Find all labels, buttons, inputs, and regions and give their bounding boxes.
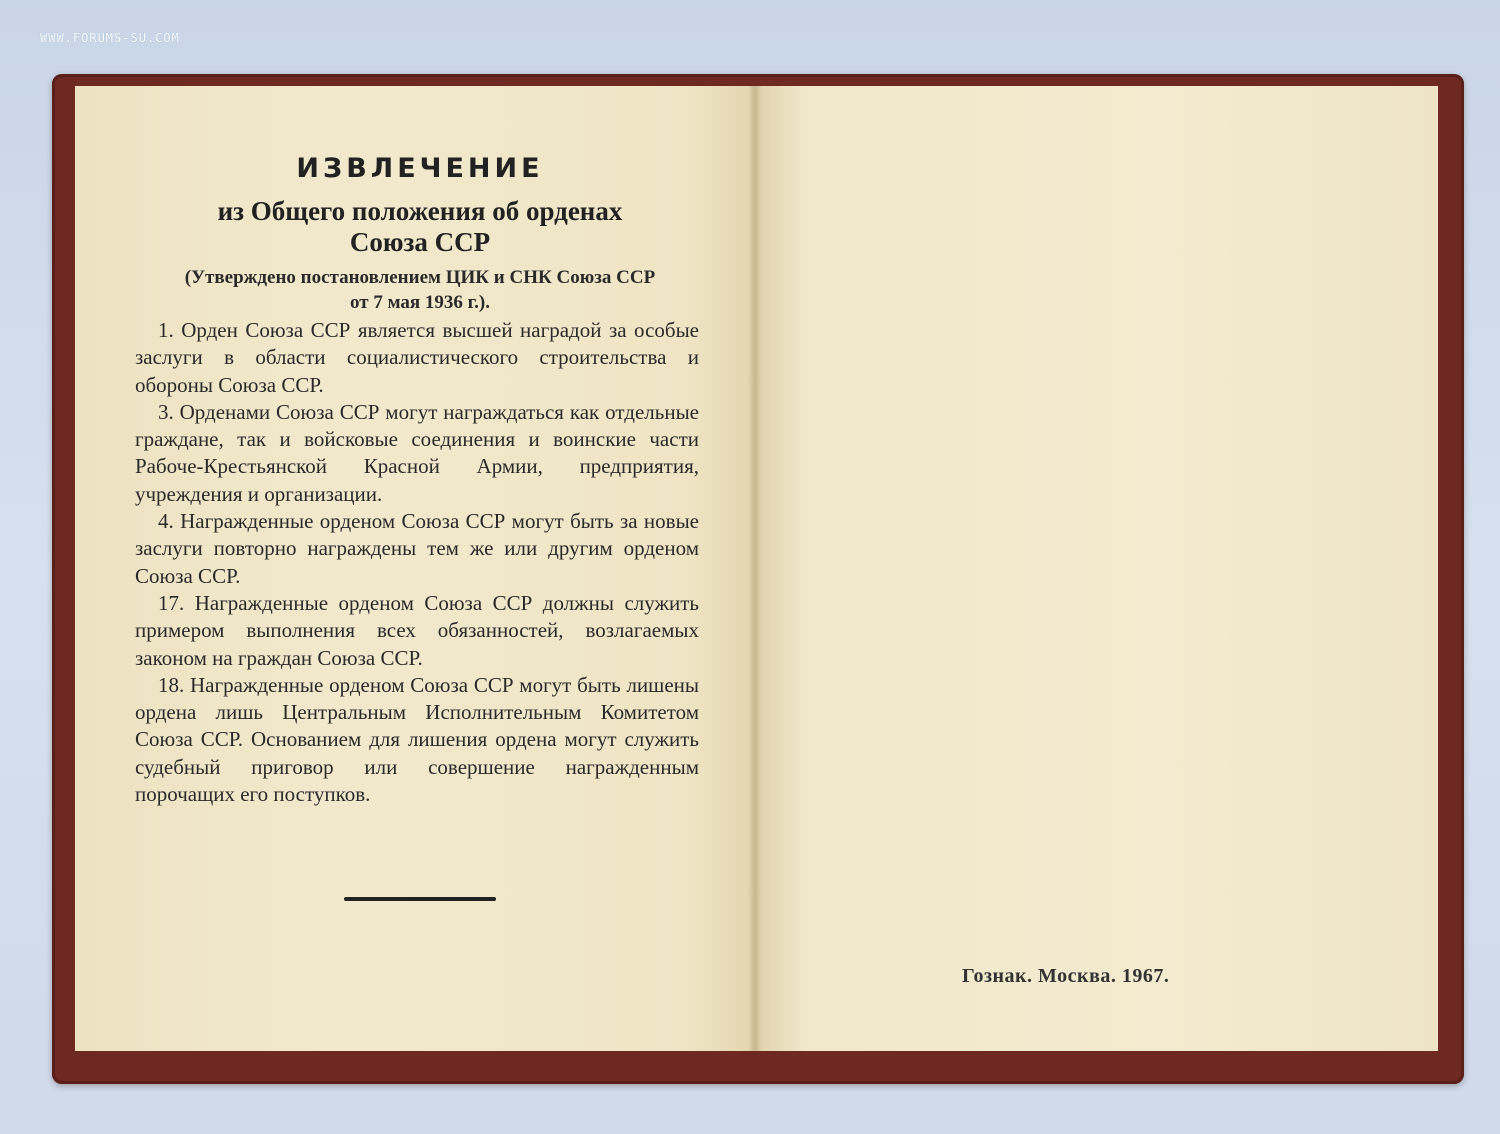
paragraph-1: 1. Орден Союза ССР является высшей наградой за особые заслуги в области социалистического строительства и обороны Союза ССР. (135, 318, 699, 397)
watermark: WWW.FORUMS-SU.COM (40, 31, 180, 45)
regulation-text (135, 317, 699, 808)
paragraph-18: 18. Награжденные орденом Союза ССР могут быть лишены ордена лишь Центральным Исполнительным Комитетом Союза ССР. Основанием для лишения ордена могут служить судебный приговор или совершение награжденным порочащих его поступков. (135, 672, 699, 807)
approval-note (75, 265, 765, 315)
paragraph-17: 17. Награжденные орденом Союза ССР должны служить примером выполнения всех обязанностей, возлагаемых законом на граждан Союза ССР. (135, 590, 699, 670)
printer-imprint: Гознак. Москва. 1967. (962, 965, 1170, 987)
subtitle-line-1: из Общего положения об орденах (217, 196, 623, 226)
approval-line-2: от 7 мая 1936 г.). (350, 292, 490, 313)
paragraph-3: 3. Орденами Союза ССР могут награждаться как отдельные граждане, так и войсковые соединения и воинские части Рабоче-Крестьянской Красной Армии, предприятия, учреждения и организации. (135, 399, 699, 506)
ornament-rule (344, 897, 496, 901)
right-page (755, 86, 1438, 1051)
subtitle-line-2: Союза ССР (349, 227, 491, 257)
paragraph-4: 4. Награжденные орденом Союза ССР могут быть за новые заслуги повторно награждены тем же или другим орденом Союза ССР. (135, 509, 699, 588)
document-title: ИЗВЛЕЧЕНИЕ (296, 153, 544, 184)
document-subtitle (75, 196, 765, 258)
approval-line-1: (Утверждено постановлением ЦИК и СНК Союза ССР (184, 267, 656, 288)
